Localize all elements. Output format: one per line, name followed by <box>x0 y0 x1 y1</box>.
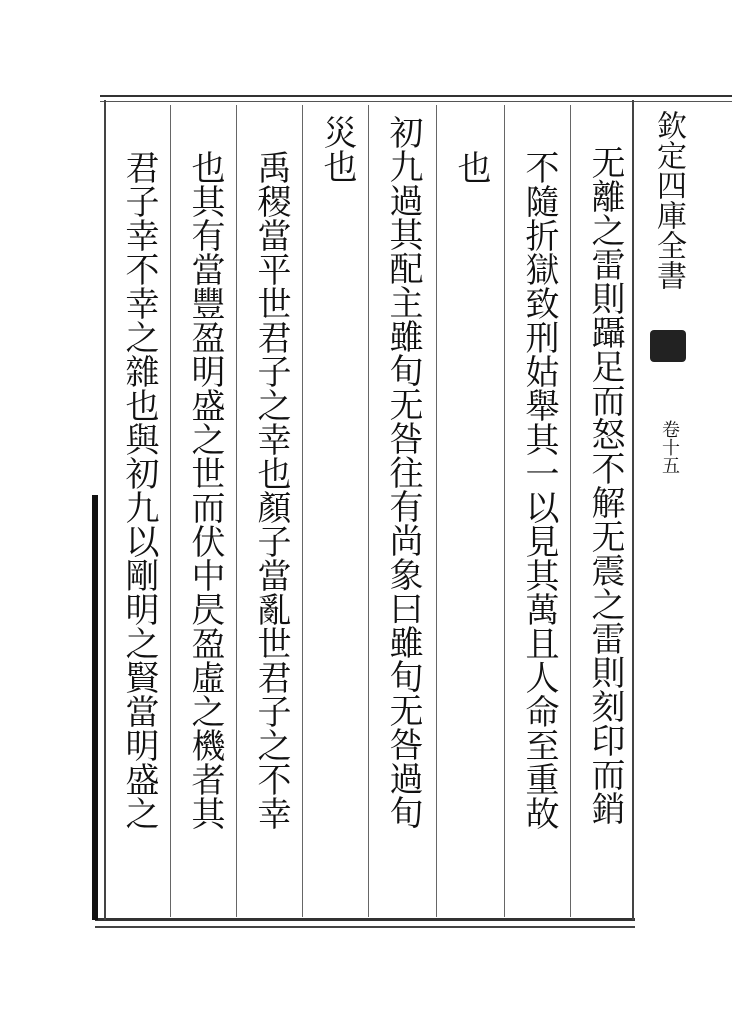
column-divider <box>236 105 237 917</box>
top-border-rule <box>100 95 732 97</box>
text-column-6 <box>246 150 296 830</box>
top-border-rule-inner <box>100 101 732 102</box>
volume-label-box <box>654 420 684 474</box>
text-column-4 <box>378 115 428 829</box>
text-column-7 <box>180 150 230 830</box>
column-divider <box>570 105 571 917</box>
column-text: 災也 <box>317 115 357 183</box>
column-text: 不隨折獄致刑姑舉其一以見其萬且人命至重故 <box>519 150 559 830</box>
column-text: 也 <box>451 150 491 184</box>
column-text: 君子幸不幸之雜也與初九以剛明之賢當明盛之 <box>119 150 159 830</box>
text-column-1 <box>580 145 630 825</box>
column-text: 初九過其配主雖旬无咎往有尚象曰雖旬无咎過旬 <box>383 115 423 829</box>
column-divider <box>302 105 303 917</box>
volume-label: 卷十五 <box>659 420 680 474</box>
book-title: 欽定四庫全書 <box>651 110 686 290</box>
text-column-3 <box>446 150 496 184</box>
column-divider <box>436 105 437 917</box>
column-text: 也其有當豐盈明盛之世而伏中昃盈虛之機者其 <box>185 150 225 830</box>
text-column-5 <box>312 115 362 183</box>
column-divider <box>170 105 171 917</box>
right-border-rule <box>632 100 634 920</box>
text-column-2 <box>514 150 564 830</box>
column-text: 无離之雷則躡足而怒不解无震之雷則刻印而銷 <box>585 145 625 825</box>
left-border-rule <box>104 100 106 920</box>
bottom-border-rule <box>95 918 635 921</box>
column-divider <box>504 105 505 917</box>
text-column-8 <box>114 150 164 830</box>
seal-mark <box>650 330 686 362</box>
bottom-border-rule-inner <box>95 926 635 928</box>
column-text: 禹稷當平世君子之幸也顏子當亂世君子之不幸 <box>251 150 291 830</box>
column-divider <box>368 105 369 917</box>
binding-edge-bar <box>92 495 98 920</box>
book-title-margin <box>646 110 690 290</box>
